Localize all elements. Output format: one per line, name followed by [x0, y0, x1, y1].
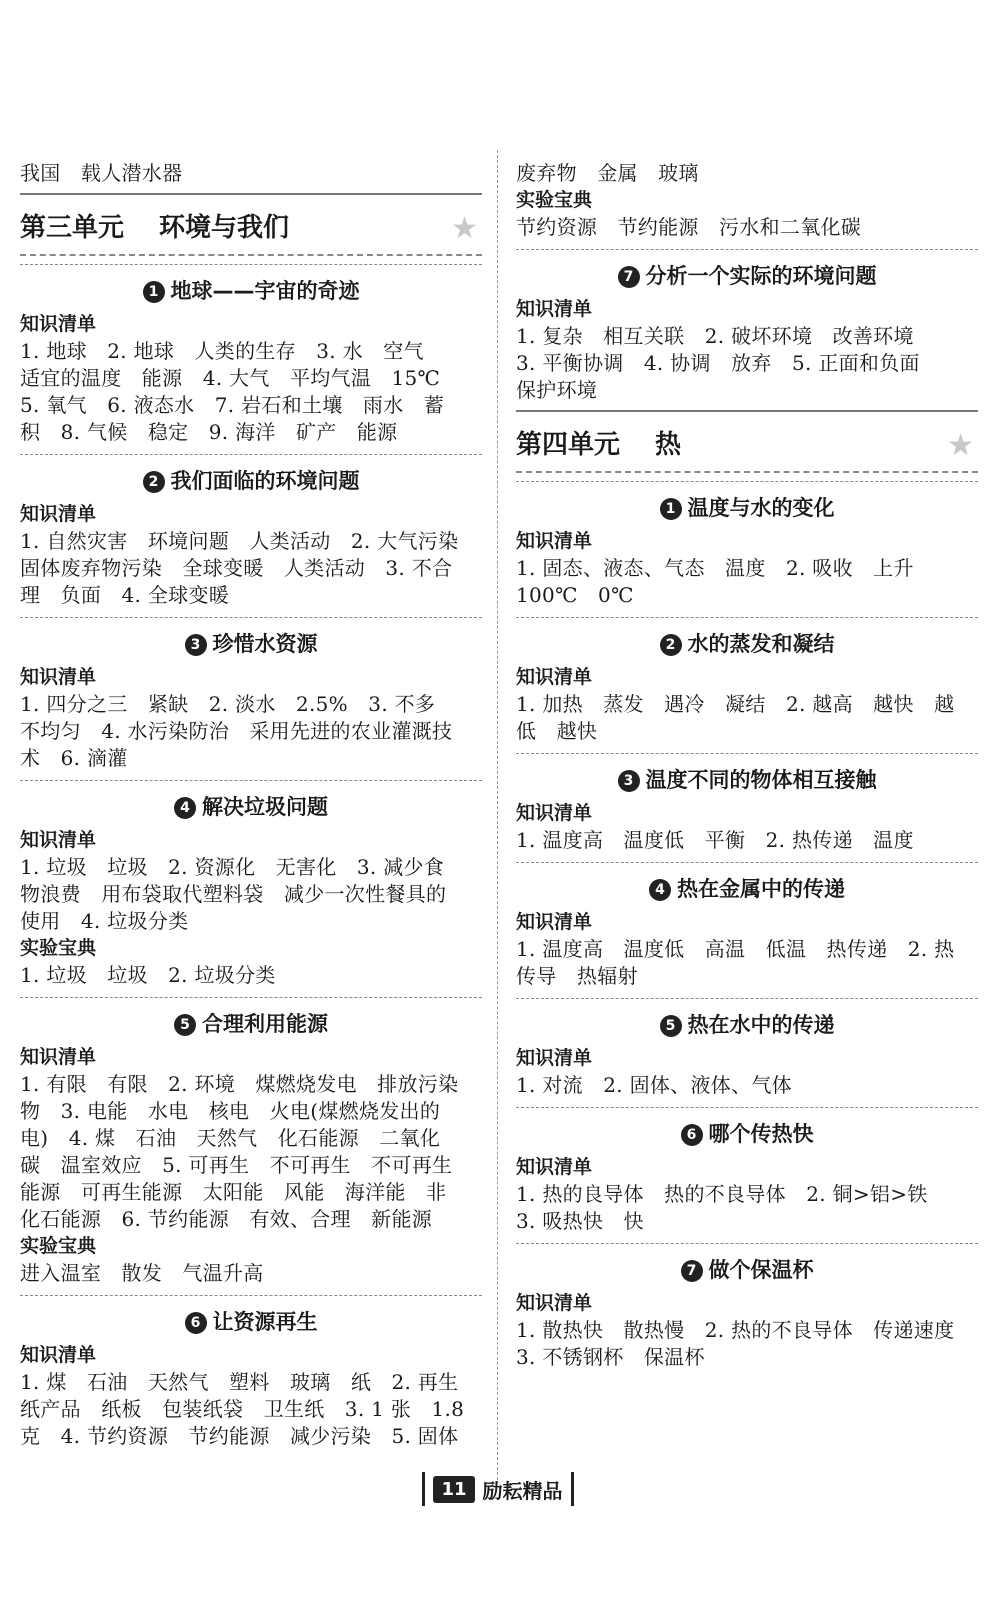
answer-line: 100℃ 0℃ — [516, 583, 634, 607]
section-label: 实验宝典 — [20, 937, 97, 959]
section-label: 知识清单 — [516, 1047, 593, 1069]
answer-line: 1. 有限 有限 2. 环境 煤燃烧发电 排放污染 — [20, 1072, 459, 1096]
section-label: 知识清单 — [20, 313, 97, 335]
answer-line: 纸产品 纸板 包装纸袋 卫生纸 3. 1 张 1.8 — [20, 1397, 465, 1421]
answer-line: 1. 散热快 散热慢 2. 热的不良导体 传递速度 — [516, 1318, 955, 1342]
lesson-heading — [20, 997, 482, 1044]
lesson-title: 热在金属中的传递 — [677, 877, 845, 901]
answer-line: 1. 煤 石油 天然气 塑料 玻璃 纸 2. 再生 — [20, 1370, 459, 1394]
lesson-title: 合理利用能源 — [202, 1012, 328, 1036]
answer-line: 电) 4. 煤 石油 天然气 化石能源 二氧化 — [20, 1126, 441, 1150]
answer-line: 传导 热辐射 — [516, 964, 638, 988]
answer-line: 1. 地球 2. 地球 人类的生存 3. 水 空气 — [20, 339, 424, 363]
star-icon: ★ — [947, 428, 974, 463]
answer-line: 我国 载人潜水器 — [20, 161, 183, 185]
section-label: 知识清单 — [516, 1292, 593, 1314]
answer-line: 不均匀 4. 水污染防治 采用先进的农业灌溉技 — [20, 719, 453, 743]
lesson-title: 做个保温杯 — [708, 1258, 814, 1282]
section-label: 知识清单 — [20, 666, 97, 688]
lesson-heading — [516, 998, 978, 1045]
answer-line: 进入温室 散发 气温升高 — [20, 1261, 264, 1285]
lesson-number-badge: 4 — [649, 879, 671, 901]
answer-line: 碳 温室效应 5. 可再生 不可再生 不可再生 — [20, 1153, 453, 1177]
section-label: 知识清单 — [20, 1046, 97, 1068]
lesson-number-badge: 1 — [143, 281, 165, 303]
unit-heading — [20, 193, 482, 256]
answer-line: 1. 自然灾害 环境问题 人类活动 2. 大气污染 — [20, 529, 459, 553]
lesson-title: 水的蒸发和凝结 — [687, 632, 835, 656]
lesson-title: 温度不同的物体相互接触 — [645, 768, 877, 792]
lesson-number-badge: 3 — [185, 634, 207, 656]
lesson-number-badge: 5 — [174, 1014, 196, 1036]
section-label: 实验宝典 — [20, 1235, 97, 1257]
lesson-number-badge: 6 — [185, 1312, 207, 1334]
section-label: 知识清单 — [516, 298, 593, 320]
lesson-number-badge: 2 — [143, 471, 165, 493]
star-icon: ★ — [451, 211, 478, 246]
answer-line: 1. 温度高 温度低 高温 低温 热传递 2. 热 — [516, 937, 955, 961]
lesson-heading — [20, 454, 482, 501]
section-label: 知识清单 — [20, 1344, 97, 1366]
answer-line: 固体废弃物污染 全球变暖 人类活动 3. 不合 — [20, 556, 453, 580]
answer-line: 化石能源 6. 节约能源 有效、合理 新能源 — [20, 1207, 433, 1231]
lesson-heading — [20, 780, 482, 827]
section-label: 知识清单 — [516, 1156, 593, 1178]
section-label: 知识清单 — [516, 911, 593, 933]
section-label: 知识清单 — [516, 530, 593, 552]
lesson-title: 我们面临的环境问题 — [170, 469, 360, 493]
lesson-number-badge: 5 — [660, 1015, 682, 1037]
answer-line: 1. 热的良导体 热的不良导体 2. 铜>铝>铁 — [516, 1182, 928, 1206]
lesson-heading — [20, 264, 482, 311]
unit-title: 第三单元 环境与我们 — [20, 213, 290, 243]
answer-line: 理 负面 4. 全球变暖 — [20, 583, 230, 607]
footer-box — [422, 1472, 573, 1506]
lesson-title: 哪个传热快 — [708, 1122, 814, 1146]
lesson-heading — [20, 1295, 482, 1342]
lesson-title: 让资源再生 — [212, 1310, 318, 1334]
answer-line: 能源 可再生能源 太阳能 风能 海洋能 非 — [20, 1180, 447, 1204]
answer-line: 1. 对流 2. 固体、液体、气体 — [516, 1073, 792, 1097]
lesson-number-badge: 2 — [660, 634, 682, 656]
answer-line: 3. 平衡协调 4. 协调 放弃 5. 正面和负面 — [516, 351, 920, 375]
lesson-heading — [516, 1243, 978, 1290]
answer-line: 1. 垃圾 垃圾 2. 垃圾分类 — [20, 963, 276, 987]
column-divider — [497, 150, 498, 1480]
section-label: 实验宝典 — [516, 189, 593, 211]
lesson-number-badge: 1 — [660, 498, 682, 520]
lesson-heading — [516, 862, 978, 909]
page-footer — [0, 1472, 996, 1512]
lesson-heading — [516, 617, 978, 664]
answer-line: 1. 四分之三 紧缺 2. 淡水 2.5% 3. 不多 — [20, 692, 436, 716]
lesson-number-badge: 7 — [618, 266, 640, 288]
lesson-title: 热在水中的传递 — [687, 1013, 835, 1037]
lesson-number-badge: 4 — [174, 797, 196, 819]
unit-heading — [516, 410, 978, 473]
answer-line: 使用 4. 垃圾分类 — [20, 909, 189, 933]
section-label: 知识清单 — [20, 503, 97, 525]
unit-title: 第四单元 热 — [516, 430, 682, 460]
answer-line: 3. 吸热快 快 — [516, 1209, 644, 1233]
lesson-title: 地球——宇宙的奇迹 — [170, 279, 360, 303]
answer-line: 5. 氧气 6. 液态水 7. 岩石和土壤 雨水 蓄 — [20, 393, 445, 417]
answer-line: 1. 垃圾 垃圾 2. 资源化 无害化 3. 减少食 — [20, 855, 445, 879]
lesson-title: 珍惜水资源 — [212, 632, 318, 656]
answer-line: 低 越快 — [516, 719, 598, 743]
lesson-title: 温度与水的变化 — [687, 496, 835, 520]
section-label: 知识清单 — [516, 802, 593, 824]
lesson-title: 解决垃圾问题 — [202, 795, 328, 819]
left-column — [20, 160, 482, 1450]
answer-line: 克 4. 节约资源 节约能源 减少污染 5. 固体 — [20, 1424, 459, 1448]
answer-line: 适宜的温度 能源 4. 大气 平均气温 15℃ — [20, 366, 441, 390]
answer-line: 节约资源 节约能源 污水和二氧化碳 — [516, 215, 862, 239]
answer-line: 废弃物 金属 玻璃 — [516, 161, 699, 185]
answer-line: 1. 加热 蒸发 遇冷 凝结 2. 越高 越快 越 — [516, 692, 955, 716]
lesson-number-badge: 3 — [618, 770, 640, 792]
section-label: 知识清单 — [516, 666, 593, 688]
lesson-heading — [516, 1107, 978, 1154]
answer-line: 1. 温度高 温度低 平衡 2. 热传递 温度 — [516, 828, 914, 852]
answer-line: 术 6. 滴灌 — [20, 746, 128, 770]
answer-line: 1. 固态、液态、气态 温度 2. 吸收 上升 — [516, 556, 914, 580]
brand-name: 励耘精品 — [482, 1478, 563, 1503]
lesson-heading — [516, 249, 978, 296]
lesson-number-badge: 6 — [681, 1124, 703, 1146]
lesson-heading — [516, 753, 978, 800]
answer-line: 积 8. 气候 稳定 9. 海洋 矿产 能源 — [20, 420, 398, 444]
section-label: 知识清单 — [20, 829, 97, 851]
lesson-title: 分析一个实际的环境问题 — [645, 264, 877, 288]
right-column — [516, 160, 978, 1371]
page-number: 11 — [433, 1476, 474, 1503]
lesson-heading — [516, 481, 978, 528]
answer-line: 物浪费 用布袋取代塑料袋 减少一次性餐具的 — [20, 882, 447, 906]
answer-line: 物 3. 电能 水电 核电 火电(煤燃烧发出的 — [20, 1099, 441, 1123]
answer-line: 保护环境 — [516, 378, 598, 402]
lesson-heading — [20, 617, 482, 664]
lesson-number-badge: 7 — [681, 1260, 703, 1282]
answer-line: 1. 复杂 相互关联 2. 破坏环境 改善环境 — [516, 324, 914, 348]
answer-line: 3. 不锈钢杯 保温杯 — [516, 1345, 705, 1369]
